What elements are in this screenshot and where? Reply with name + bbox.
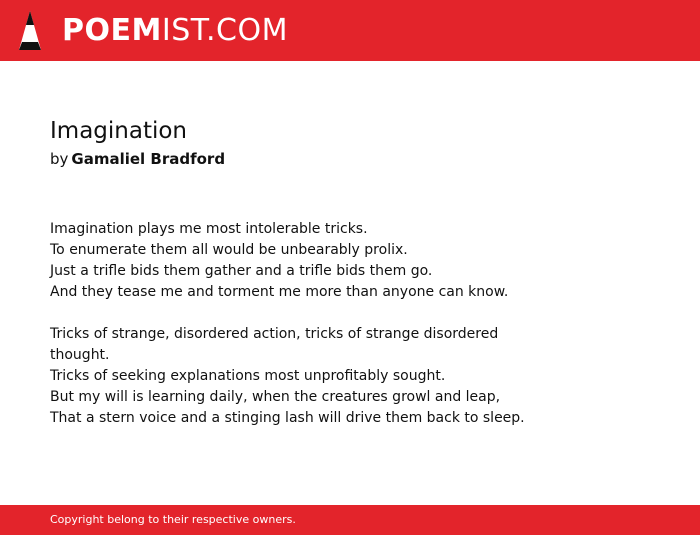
poem-line: thought. [50,347,110,363]
poem-line: That a stern voice and a stinging lash will drive them back to sleep. [50,410,525,426]
poem-body [50,219,650,450]
byline [50,149,225,169]
poem-line: Tricks of seeking explanations most unprofitably sought. [50,368,446,384]
logo-text-bold: POEM [62,13,162,48]
logo-text-light: IST.COM [161,13,288,48]
poem-line: And they tease me and torment me more than anyone can know. [50,284,509,300]
site-logo[interactable] [62,12,288,50]
author-name: Gamaliel Bradford [71,150,226,168]
copyright-text: Copyright belong to their respective owners. [50,513,296,526]
poem-title: Imagination [50,118,188,144]
poem-line: To enumerate them all would be unbearably prolix. [50,242,408,258]
site-header [0,0,700,61]
poem-line: Just a trifle bids them gather and a trifle bids them go. [50,263,433,279]
poem-line: But my will is learning daily, when the creatures growl and leap, [50,389,501,405]
by-label: by [50,150,69,168]
stanza [50,219,650,303]
poem-line: Tricks of strange, disordered action, tricks of strange disordered [50,326,499,342]
stanza [50,324,650,429]
site-footer [0,505,700,535]
poem-line: Imagination plays me most intolerable tricks. [50,221,368,237]
pencil-tip-icon [18,10,42,52]
